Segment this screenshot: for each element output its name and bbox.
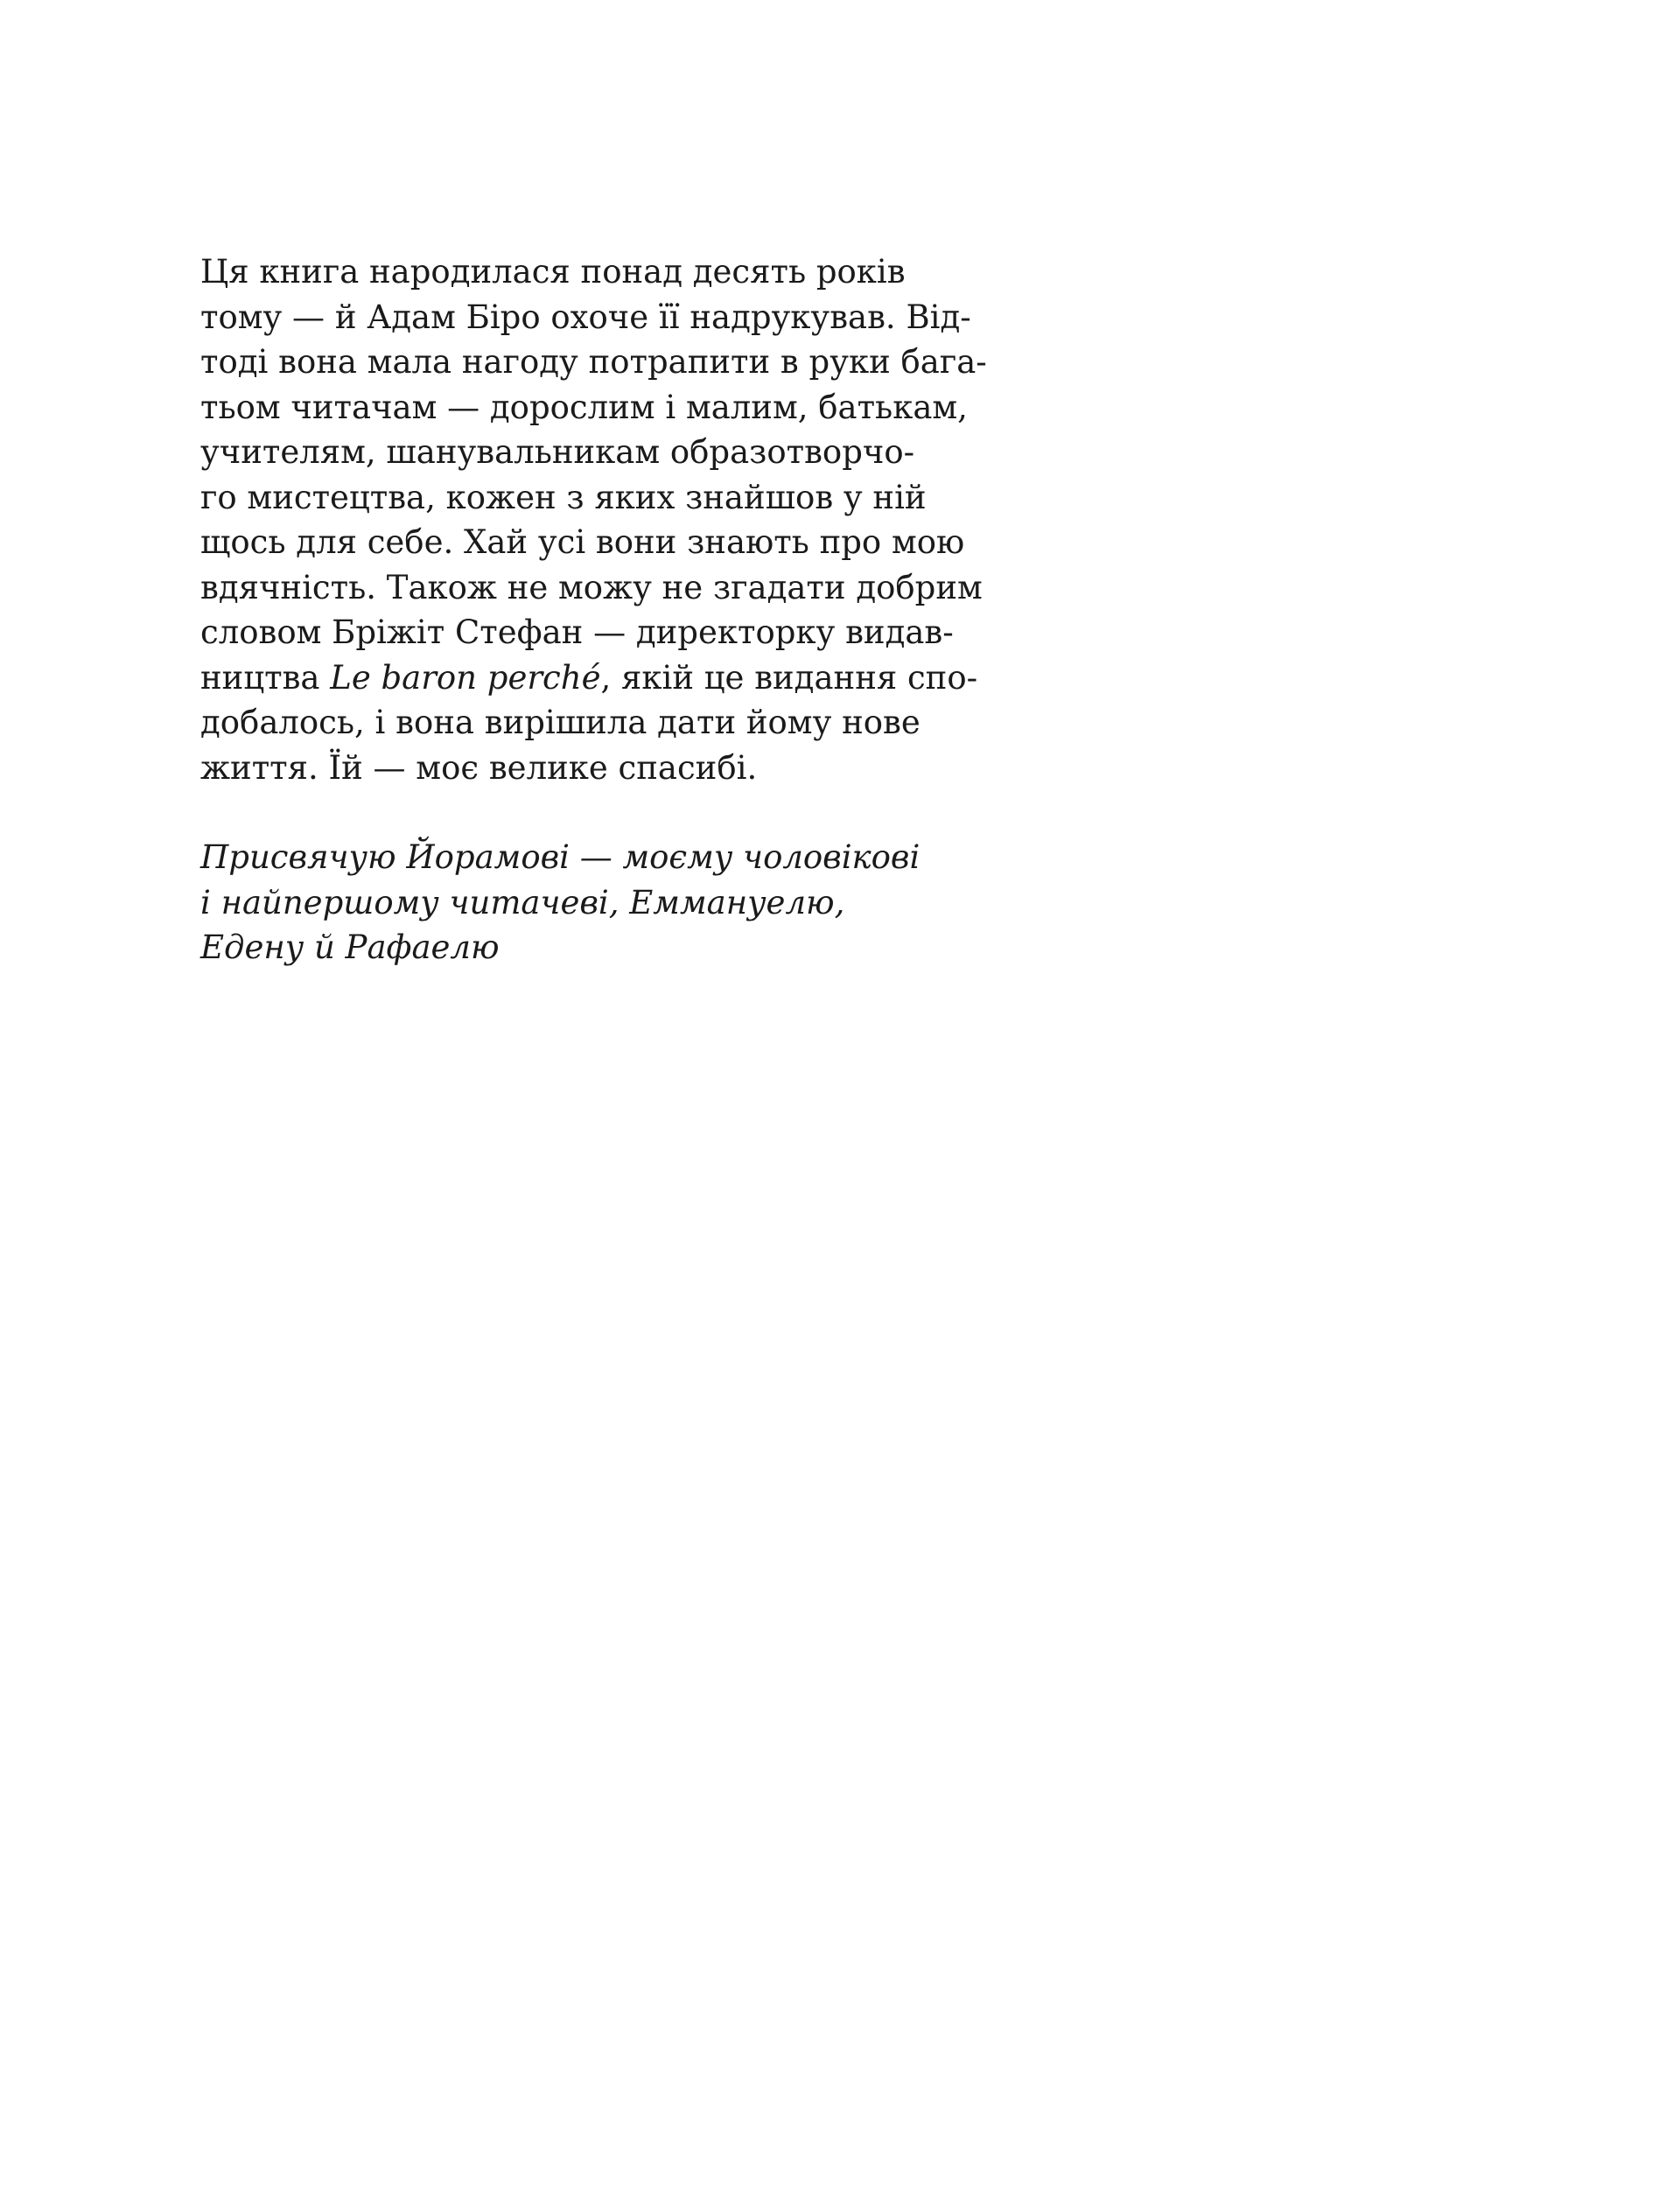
- paragraph-line: учителям, шанувальникам образотворчо-: [200, 433, 915, 471]
- dedication-line: Едену й Рафаелю: [200, 928, 500, 966]
- acknowledgement-paragraph: [200, 249, 988, 790]
- paragraph-line: тоді вона мала нагоду потрапити в руки бага-: [200, 343, 987, 381]
- paragraph-line: го мистецтва, кожен з яких знайшов у ній: [200, 478, 927, 516]
- paragraph-line: словом Бріжіт Стефан — директорку видав-: [200, 613, 954, 651]
- paragraph-line: щось для себе. Хай усі вони знають про мою: [200, 523, 965, 561]
- text-block: [200, 249, 988, 970]
- publisher-name: Le baron perché: [330, 658, 601, 697]
- paragraph-line: добалось, і вона вирішила дати йому нове: [200, 704, 920, 741]
- paragraph-line: життя. Їй — моє велике спасибі.: [200, 748, 758, 787]
- dedication: [200, 835, 988, 970]
- dedication-line: і найпершому читачеві, Еммануелю,: [200, 883, 845, 921]
- dedication-line: Присвячую Йорамові — моєму чоловікові: [200, 838, 920, 876]
- paragraph-line: Ця книга народилася понад десять років: [200, 253, 906, 291]
- paragraph-line: вдячність. Також не можу не згадати добрим: [200, 568, 983, 606]
- paragraph-line: [200, 655, 988, 701]
- line-text: , якій це видання спо-: [600, 658, 978, 697]
- paragraph-line: тому — й Адам Біро охоче її надрукував. Від-: [200, 298, 971, 336]
- line-text: ництва: [200, 658, 331, 697]
- paragraph-line: тьом читачам — дорослим і малим, батькам,: [200, 388, 968, 426]
